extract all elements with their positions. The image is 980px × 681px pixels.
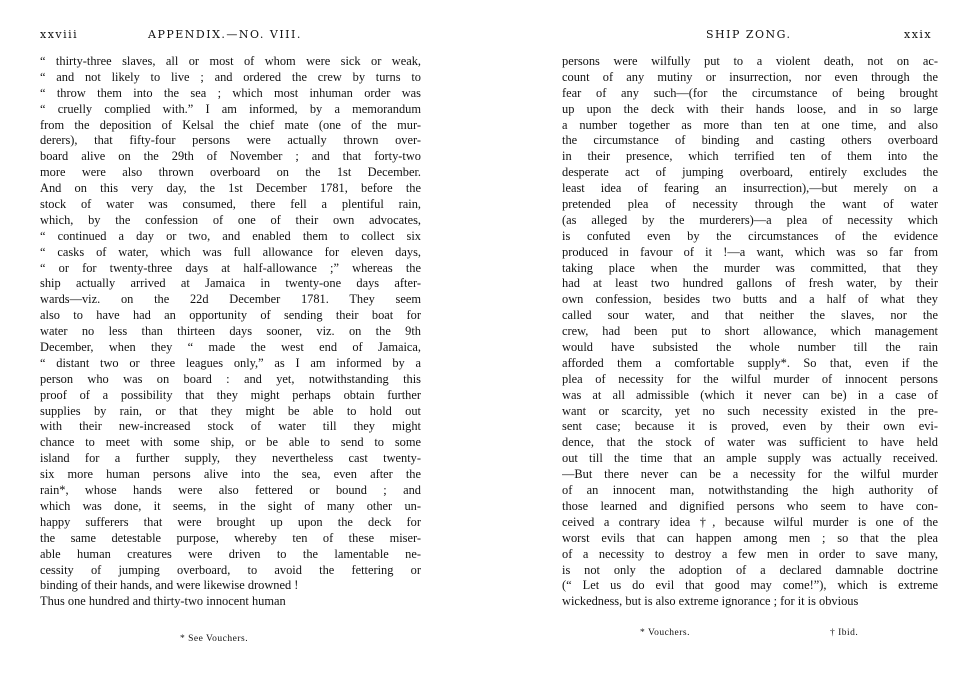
text-line: Thus one hundred and thirty-two innocent human [40,594,286,609]
text-line: which, by the confession of one of their own advocates, [40,212,421,227]
text-line: called sour water, and that neither the slaves, nor the [562,308,938,323]
text-line: (as alleged by the murderers)—a plea of necessity which [562,212,938,227]
text-line: derers), that fifty-four persons were actually thrown over- [40,133,421,148]
text-line: those learned and dignified persons who seem to have con- [562,498,938,513]
left-footnote: * See Vouchers. [180,634,249,644]
text-line: “ and not likely to live ; and ordered the crew by turns to [40,69,421,84]
text-line: want or scarcity, yet no such necessity existed in the pre- [562,403,938,418]
text-line: happy sufferers that were brought up upon the deck for [40,514,421,529]
text-line: six more human persons alive into the sea, even after the [40,467,421,482]
text-line: water no less than thirteen days sooner, viz. on the 9th [40,324,421,339]
text-line: person who was on board : and yet, notwithstanding this [40,371,421,386]
text-line: more were also thrown overboard on the 1st December. [40,165,421,180]
text-line: own confession, besides two butts and a half of what they [562,292,938,307]
text-line: rain*, whose hands were also fettered or bound ; and [40,483,421,498]
text-line: wickedness, but is also extreme ignorance ; for it is obvious [562,594,859,609]
text-line: board alive on the 29th of November ; and that forty-two [40,149,421,164]
text-line: persons were wilfully put to a violent death, not on ac- [562,54,938,68]
text-line: least idea of fearing an insurrection),—but merely on a [562,181,938,196]
text-line: from the deposition of Kelsal the chief mate (one of the mur- [40,117,421,132]
text-line: able human creatures were driven to the lamentable ne- [40,546,421,561]
text-line: up upon the deck with their hands loose, and in so large [562,101,938,116]
text-line: ceived a contrary idea †, because wilful murder is one of the [562,514,938,529]
text-line: (“ Let us do evil that good may come!”), which is extreme [562,578,938,593]
text-line: the same detestable purpose, whereby ten of these miser- [40,530,421,545]
text-line: “ casks of water, which was full allowance for eleven days, [40,244,421,259]
text-line: cessity of jumping overboard, to avoid the fettering or [40,562,421,577]
text-line: taking place when the murder was committed, that they [562,260,938,275]
text-line: “ or for twenty-three days at half-allowance ;” whereas the [40,260,421,275]
text-line: out till the time that an ample supply was actually received. [562,451,938,466]
text-line: also to have had an opportunity of sending their boat for [40,308,421,323]
text-line: a number together as more than ten at one time, and also [562,117,938,132]
text-line: dence, that the stock of water was sufficient to have held [562,435,938,450]
text-line: of an innocent man, notwithstanding the high authority of [562,483,938,498]
text-line: “ thirty-three slaves, all or most of whom were sick or weak, [40,54,421,68]
text-line: pretended plea of necessity through the want of water [562,197,938,212]
text-line: produced in favour of it !—a want, which was so far from [562,244,938,259]
text-line: proof of a possibility that they might perhaps obtain further [40,387,421,402]
text-line: —But there never can be a necessity for the wilful murder [562,467,938,482]
text-line: desperate act of jumping overboard, entirely excludes the [562,165,938,180]
right-footnote-ibid: † Ibid. [830,628,859,638]
text-line: crew, had been put to short allowance, which management [562,324,938,339]
text-line: sent case; because it is proved, even by their own evi- [562,419,938,434]
left-running-head: APPENDIX.—NO. VIII. [148,28,302,41]
right-page [490,0,980,681]
text-line: of a necessity to destroy a few men in order to save many, [562,546,938,561]
text-line: afforded them a comfortable supply*. So that, even if the [562,355,938,370]
text-line: is not only the adoption of a declared damnable doctrine [562,562,938,577]
text-line: “ continued a day or two, and enabled them to collect six [40,228,421,243]
text-line: island for a further supply, they nevertheless cast twenty- [40,451,421,466]
text-line: ship actually arrived at Jamaica in twenty-one days after- [40,276,421,291]
text-line: count of any mutiny or insurrection, nor even through the [562,69,938,84]
text-line: is confuted even by the circumstances of the evidence [562,228,938,243]
text-line: in their presence, which terrified ten of them into the [562,149,938,164]
text-line: fear of any such—(for the circumstance of being brought [562,85,938,100]
text-line: stock of water was consumed, there fell a plentiful rain, [40,197,421,212]
text-line: binding of their hands, and were likewise drowned ! [40,578,299,593]
text-line: wards—viz. on the 22d December 1781. They seem [40,292,421,307]
text-line: with their new-increased stock of water till they might [40,419,421,434]
right-running-head: SHIP ZONG. [706,28,792,41]
right-body-text [562,54,938,610]
text-line: “ throw them into the sea ; which most inhuman order was [40,85,421,100]
text-line: the circumstance of binding and casting others overboard [562,133,938,148]
text-line: had at least two hundred gallons of fresh water, by their [562,276,938,291]
text-line: supplies by rain, or that they might be able to hold out [40,403,421,418]
right-footnote-vouchers: * Vouchers. [640,628,691,638]
right-page-number: xxix [904,28,933,41]
text-line: And on this very day, the 1st December 1781, before the [40,181,421,196]
text-line: plea of necessity for the wilful murder of innocent persons [562,371,938,386]
text-line: chance to meet with some ship, or be able to send to some [40,435,421,450]
text-line: “ cruelly complied with.” I am informed, by a memorandum [40,101,421,116]
text-line: December, when they “ made the west end of Jamaica, [40,340,421,355]
text-line: would have subsisted the whole number till the rain [562,340,938,355]
left-body-text [40,54,421,610]
text-line: which was done, it seems, in the sight of many other un- [40,498,421,513]
text-line: worst evils that can happen among men ; so that the plea [562,530,938,545]
text-line: “ distant two or three leagues only,” as I am informed by a [40,355,421,370]
left-page-number: xxviii [40,28,79,41]
text-line: was at all admissible (which it never can be) in a case of [562,387,938,402]
